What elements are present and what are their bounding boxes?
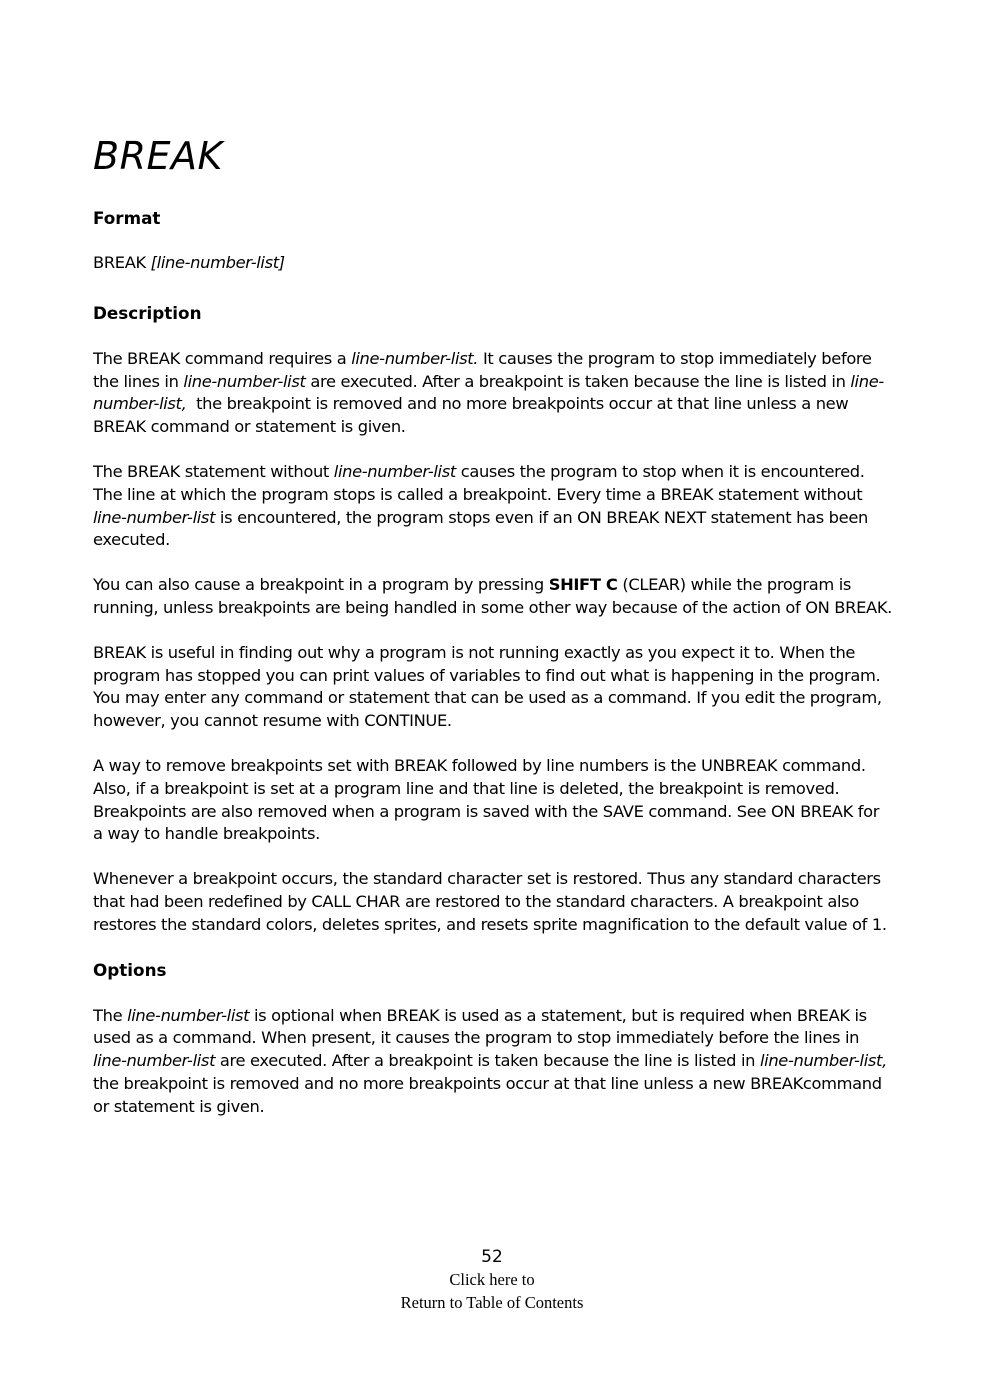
return-to-toc-link[interactable]: Return to Table of Contents — [400, 1293, 584, 1312]
italic-term: line-number-list, — [93, 371, 884, 414]
description-paragraph-4: BREAK is useful in finding out why a program is not running exactly as you expect it to. When the program has stopped you can print values of variables to find out what is happening in the program. You may enter any command or statement that can be used as a command. If you edit the program, however, you cannot resume with CONTINUE. — [93, 642, 882, 731]
text-run: the breakpoint is removed and no more breakpoints occur at that line unless a new BREAKcommand or statement is given. — [93, 1073, 882, 1116]
text-run: is encountered, the program stops even if an ON BREAK NEXT statement has been executed. — [93, 507, 868, 550]
text-run: It causes the program to stop immediately before the lines in — [93, 348, 872, 391]
text-run: causes the program to stop when it is encountered. The line at which the program stops is called a breakpoint. Every time a BREAK statement without — [93, 461, 865, 504]
format-syntax — [93, 252, 893, 275]
italic-term: line-number-list, — [759, 1051, 887, 1071]
text-run: the breakpoint is removed and no more breakpoints occur at that line unless a new BREAK command or statement is given. — [93, 394, 854, 437]
italic-term: line-number-list — [183, 371, 306, 391]
description-paragraph-1 — [93, 348, 893, 439]
syntax-keyword: BREAK — [93, 253, 146, 272]
description-paragraph-3 — [93, 574, 893, 620]
text-run: (CLEAR) while the program is running, unless breakpoints are being handled in some other way because of the action of ON BREAK. — [93, 575, 892, 617]
key-combination: SHIFT C — [548, 575, 618, 595]
description-heading: Description — [93, 302, 202, 323]
italic-term: line-number-list — [93, 1051, 216, 1071]
page-content — [93, 207, 893, 1141]
text-run: is optional when BREAK is used as a statement, but is required when BREAK is used as a command. When present, it causes the program to stop immediately before the lines in — [93, 1005, 867, 1048]
italic-term: line-number-list — [93, 507, 216, 527]
text-run: The — [93, 1005, 128, 1025]
description-paragraph-5: A way to remove breakpoints set with BREAK followed by line numbers is the UNBREAK command. Also, if a breakpoint is set at a program line and that line is deleted, the breakpoint is removed. Breakpoints are also removed when a program is saved with the SAVE command. See ON BREAK for a way to handle breakpoints. — [93, 755, 880, 844]
page-title: BREAK — [93, 134, 223, 178]
text-run: You can also cause a breakpoint in a program by pressing — [93, 575, 549, 595]
text-run: The BREAK statement without — [93, 461, 334, 481]
toc-link-line-1[interactable]: Click here to — [449, 1270, 535, 1289]
italic-term: line-number-list — [127, 1005, 250, 1025]
italic-term: line-number-list. — [351, 348, 479, 368]
page-number: 52 — [481, 1247, 503, 1267]
syntax-argument: [line-number-list] — [150, 253, 285, 272]
italic-term: line-number-list — [333, 461, 456, 481]
page-footer — [0, 1246, 984, 1314]
text-run: The BREAK command requires a — [93, 348, 352, 368]
options-heading: Options — [93, 959, 167, 980]
format-heading: Format — [93, 208, 161, 228]
text-run: are executed. After a breakpoint is taken because the line is listed in — [305, 371, 851, 391]
options-paragraph-1 — [93, 1005, 893, 1119]
text-run: are executed. After a breakpoint is taken because the line is listed in — [215, 1051, 760, 1071]
description-paragraph-6: Whenever a breakpoint occurs, the standard character set is restored. Thus any standard characters that had been redefined by CALL CHAR are restored to the standard characters. A breakpoint also restores the standard colors, deletes sprites, and resets sprite magnification to the default value of 1. — [93, 869, 887, 934]
description-paragraph-2 — [93, 461, 893, 552]
